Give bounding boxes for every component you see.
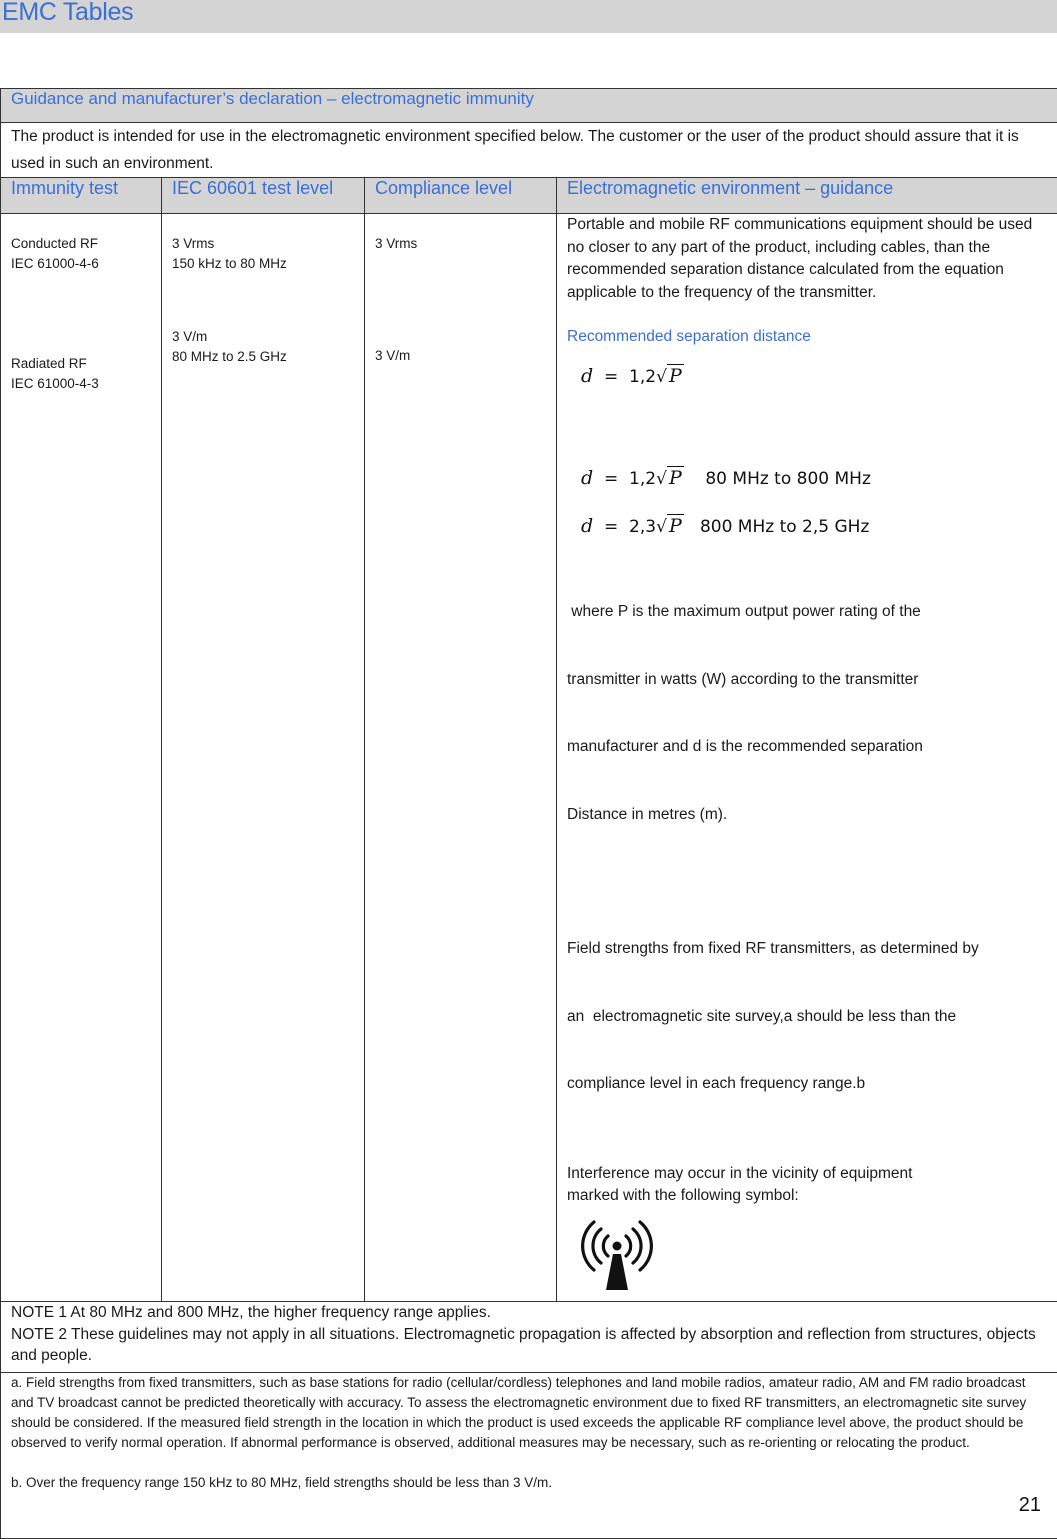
- where-text: where P is the maximum output power rating of the transmitter in watts (W) according to the transmitter manufacturer and d is the recommended separation Distance in metres (m).: [567, 556, 1051, 871]
- page-header: [0, 0, 1057, 33]
- radiated-test-level: 3 V/m: [172, 327, 354, 347]
- page-number: 21: [1019, 1494, 1041, 1517]
- column-header: Immunity test: [1, 178, 162, 214]
- radiated-test-range: 80 MHz to 2.5 GHz: [172, 347, 354, 367]
- guidance-cell: [557, 214, 1057, 1302]
- column-header: Compliance level: [365, 178, 557, 214]
- compliance-level-cell: [365, 214, 557, 1302]
- recommended-distance-label: Recommended separation distance: [567, 326, 1051, 349]
- table-title: Guidance and manufacturer’s declaration – electromagnetic immunity: [1, 89, 1057, 123]
- footnote-a: a. Field strengths from fixed transmitters, such as base stations for radio (cellular/cordless) telephones and land mobile radios, amateur radio, AM and FM radio broadcast and TV broadcast cannot be predicted theoretically with accuracy. To assess the electromagnetic environment due to fixed RF transmitters, an electromagnetic site survey should be considered. If the measured field strength in the location in which the product is used exceeds the applicable RF compliance level above, the product should be observed to verify normal operation. If abnormal performance is observed, additional measures may be necessary, such as re-orienting or relocating the product.: [11, 1373, 1047, 1453]
- radiated-rf-name: Radiated RF: [11, 354, 151, 374]
- interference-text: Interference may occur in the vicinity of equipment marked with the following symbol:: [567, 1163, 1051, 1208]
- radiated-rf-standard: IEC 61000-4-3: [11, 374, 151, 394]
- note-2: NOTE 2 These guidelines may not apply in all situations. Electromagnetic propagation is affected by absorption and reflection from structures, objects and people.: [11, 1324, 1047, 1367]
- conducted-rf-name: Conducted RF: [11, 234, 151, 254]
- page-title: EMC Tables: [2, 0, 133, 27]
- notes-cell: [1, 1302, 1057, 1373]
- column-header: Electromagnetic environment – guidance: [557, 178, 1057, 214]
- note-1: NOTE 1 At 80 MHz and 800 MHz, the higher frequency range applies.: [11, 1302, 1047, 1324]
- footnotes-cell: [1, 1373, 1057, 1539]
- conducted-test-range: 150 kHz to 80 MHz: [172, 254, 354, 274]
- formula-3: d = 2,3√ P 800 MHz to 2,5 GHz: [567, 515, 1051, 539]
- conducted-compliance: 3 Vrms: [375, 234, 546, 254]
- formula-1: d = 1,2√ P: [567, 365, 1051, 389]
- field-strength-text: Field strengths from fixed RF transmitters, as determined by an electromagnetic site survey,a should be less than the compliance level in each frequency range.b: [567, 893, 1051, 1141]
- emc-immunity-table: [0, 88, 1057, 1539]
- test-level-cell: [162, 214, 365, 1302]
- footnote-b: b. Over the frequency range 150 kHz to 80 MHz, field strengths should be less than 3 V/m.: [11, 1473, 1047, 1493]
- table-intro: The product is intended for use in the electromagnetic environment specified below. The customer or the user of the product should assure that it is used in such an environment.: [1, 123, 1057, 178]
- conducted-test-level: 3 Vrms: [172, 234, 354, 254]
- formula-2: d = 1,2√ P 80 MHz to 800 MHz: [567, 467, 1051, 491]
- column-header: IEC 60601 test level: [162, 178, 365, 214]
- immunity-test-cell: [1, 214, 162, 1302]
- guidance-intro: Portable and mobile RF communications equipment should be used no closer to any part of the product, including cables, than the recommended separation distance calculated from the equation applicable to the frequency of the transmitter.: [567, 214, 1051, 304]
- radiated-compliance: 3 V/m: [375, 346, 546, 366]
- conducted-rf-standard: IEC 61000-4-6: [11, 254, 151, 274]
- non-ionizing-radiation-icon: [567, 1218, 1051, 1302]
